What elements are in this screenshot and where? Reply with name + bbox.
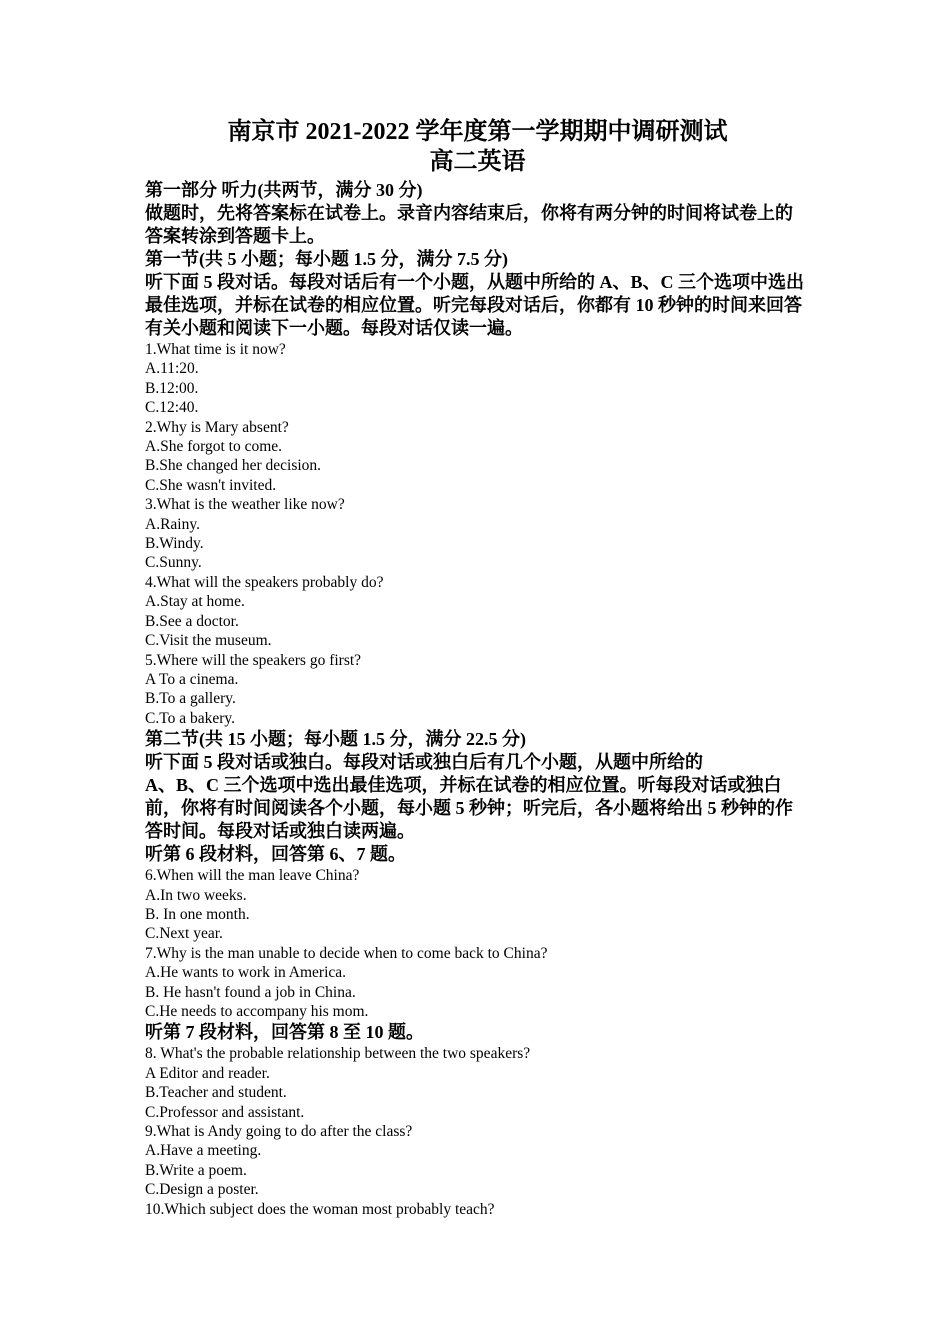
question-text: 5.Where will the speakers go first?	[145, 651, 362, 669]
answer-option: C.Visit the museum.	[145, 632, 272, 650]
answer-option: B.She changed her decision.	[145, 457, 322, 475]
answer-option: B. He hasn't found a job in China.	[145, 983, 356, 1001]
question-text: 2.Why is Mary absent?	[145, 418, 289, 436]
answer-option: C.Professor and assistant.	[145, 1103, 305, 1121]
document-page	[145, 117, 810, 1219]
answer-option: C.Next year.	[145, 925, 223, 943]
answer-option: A.Have a meeting.	[145, 1142, 262, 1160]
answer-option: A.In two weeks.	[145, 886, 247, 904]
question-text: 8. What's the probable relationship between the two speakers?	[145, 1045, 531, 1063]
answer-option: C.Design a poster.	[145, 1181, 259, 1199]
answer-option: B.12:00.	[145, 379, 199, 397]
answer-option: B.See a doctor.	[145, 612, 239, 630]
material6-heading: 听第 6 段材料，回答第 6、7 题。	[145, 844, 406, 865]
material7-heading: 听第 7 段材料，回答第 8 至 10 题。	[145, 1022, 424, 1043]
question-text: 3.What is the weather like now?	[145, 496, 345, 514]
section1-instructions: 听下面 5 段对话。每段对话后有一个小题，从题中所给的 A、B、C 三个选项中选出最佳选项，并标在试卷的相应位置。听完每段对话后，你都有 10 秒钟的时间来回答有关小题和阅读下一小题。每段对话仅读一遍。	[145, 272, 805, 338]
answer-option: C.12:40.	[145, 399, 199, 417]
question-text: 1.What time is it now?	[145, 341, 286, 358]
answer-option: A.Rainy.	[145, 515, 200, 533]
answer-option: C.He needs to accompany his mom.	[145, 1002, 369, 1020]
answer-option: A.11:20.	[145, 360, 199, 378]
section2-heading: 第二节(共 15 小题；每小题 1.5 分，满分 22.5 分)	[145, 729, 526, 750]
answer-option: B.Teacher and student.	[145, 1084, 287, 1102]
part1-heading: 第一部分 听力(共两节，满分 30 分)	[145, 180, 423, 200]
section1-heading: 第一节(共 5 小题；每小题 1.5 分，满分 7.5 分)	[145, 249, 508, 269]
answer-option: C.Sunny.	[145, 554, 202, 572]
document-subtitle: 高二英语	[429, 149, 526, 175]
answer-option: B. In one month.	[145, 905, 250, 923]
answer-option: B.To a gallery.	[145, 690, 236, 708]
answer-option: B.Write a poem.	[145, 1161, 247, 1179]
question-text: 4.What will the speakers probably do?	[145, 573, 384, 591]
question-text: 10.Which subject does the woman most probably teach?	[145, 1200, 495, 1218]
answer-option: B.Windy.	[145, 535, 204, 553]
answer-option: A.She forgot to come.	[145, 438, 283, 456]
section2-instructions-rest: A、B、C 三个选项中选出最佳选项，并标在试卷的相应位置。听每段对话或独白前，你将有时间阅读各个小题，每小题 5 秒钟；听完后，各小题将给出 5 秒钟的作答时间。每段对话或独白读两遍。	[145, 775, 793, 842]
answer-option: A.He wants to work in America.	[145, 964, 347, 982]
answer-option: C.To a bakery.	[145, 709, 236, 727]
document-title: 南京市 2021-2022 学年度第一学期期中调研测试	[227, 119, 728, 145]
question-text: 7.Why is the man unable to decide when to come back to China?	[145, 944, 548, 962]
section2-instructions-line1: 听下面 5 段对话或独白。每段对话或独白后有几个小题，从题中所给的	[145, 752, 703, 773]
answer-option: A.Stay at home.	[145, 593, 245, 611]
section1-question-list	[145, 340, 810, 728]
answer-option: A Editor and reader.	[145, 1064, 270, 1082]
part1-instructions: 做题时，先将答案标在试卷上。录音内容结束后，你将有两分钟的时间将试卷上的答案转涂到答题卡上。	[145, 203, 793, 246]
answer-option: A To a cinema.	[145, 670, 239, 688]
question-text: 9.What is Andy going to do after the class?	[145, 1123, 413, 1140]
question-text: 6.When will the man leave China?	[145, 867, 360, 885]
answer-option: C.She wasn't invited.	[145, 476, 277, 494]
material6-question-list	[145, 866, 810, 1021]
material7-question-list	[145, 1044, 810, 1219]
